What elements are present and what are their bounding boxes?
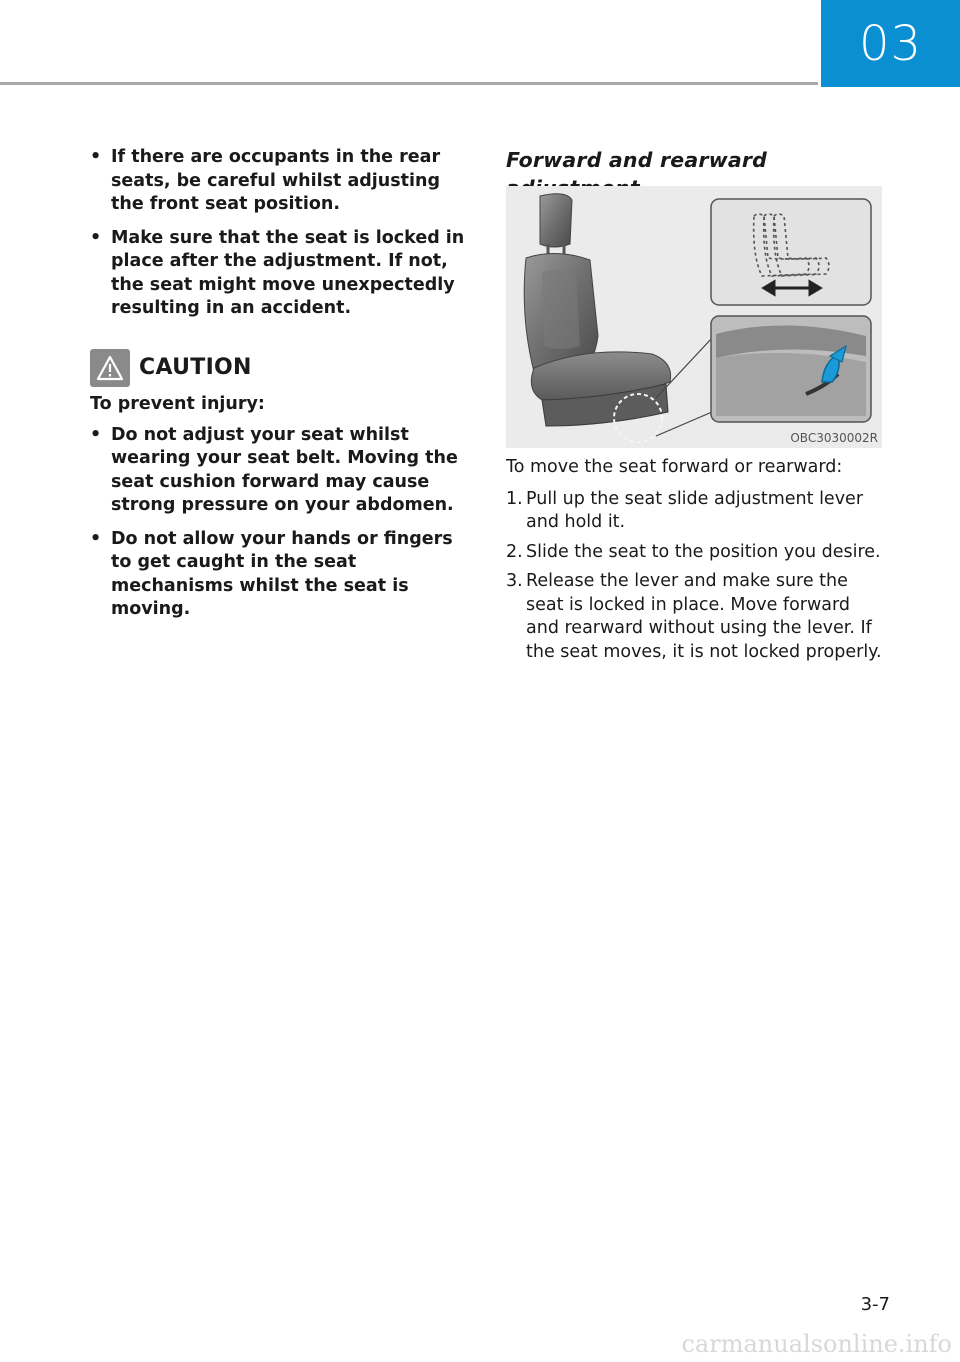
list-item: • Make sure that the seat is locked in place after the adjustment. If not, the seat might move unexpectedly resulting in an accident. bbox=[90, 227, 468, 321]
warning-bullet-list bbox=[90, 146, 468, 321]
procedure-intro: To move the seat forward or rearward: bbox=[506, 457, 843, 477]
chapter-number: 03 bbox=[858, 15, 923, 72]
step-number: 3. bbox=[506, 571, 523, 591]
step-text: Slide the seat to the position you desire. bbox=[526, 541, 881, 562]
list-item: • Do not allow your hands or fingers to get caught in the seat mechanisms whilst the seat is moving. bbox=[90, 528, 468, 622]
figure-code: OBC3030002R bbox=[790, 431, 878, 445]
seat-adjustment-illustration bbox=[506, 186, 882, 448]
list-item: • Do not adjust your seat whilst wearing your seat belt. Moving the seat cushion forward may cause strong pressure on your abdomen. bbox=[90, 424, 468, 518]
watermark: carmanualsonline.info bbox=[681, 1330, 952, 1358]
seat-illustration-graphic bbox=[506, 186, 882, 448]
section-title: Forward and rearward bbox=[506, 148, 768, 172]
step-text: Pull up the seat slide adjustment lever and hold it. bbox=[526, 488, 864, 532]
warning-triangle-icon bbox=[90, 349, 130, 387]
step-text: Release the lever and make sure the seat is locked in place. Move forward and rearward without using the lever. If the seat moves, it is not locked properly. bbox=[526, 571, 882, 662]
procedure-text bbox=[506, 456, 886, 670]
list-item bbox=[506, 541, 886, 565]
list-item: • If there are occupants in the rear seats, be careful whilst adjusting the front seat position. bbox=[90, 146, 468, 217]
procedure-steps bbox=[506, 488, 886, 665]
caution-lead: To prevent injury: bbox=[90, 393, 265, 414]
list-item bbox=[506, 570, 886, 664]
list-item bbox=[506, 488, 886, 535]
caution-title: CAUTION bbox=[139, 355, 252, 380]
left-column bbox=[90, 146, 468, 632]
page-number: 3-7 bbox=[860, 1294, 890, 1315]
step-number: 1. bbox=[506, 488, 523, 509]
caution-bullet-list bbox=[90, 424, 468, 622]
caution-heading bbox=[90, 349, 468, 387]
chapter-tab bbox=[821, 0, 960, 87]
step-number: 2. bbox=[506, 541, 523, 562]
header-rule bbox=[0, 82, 818, 85]
